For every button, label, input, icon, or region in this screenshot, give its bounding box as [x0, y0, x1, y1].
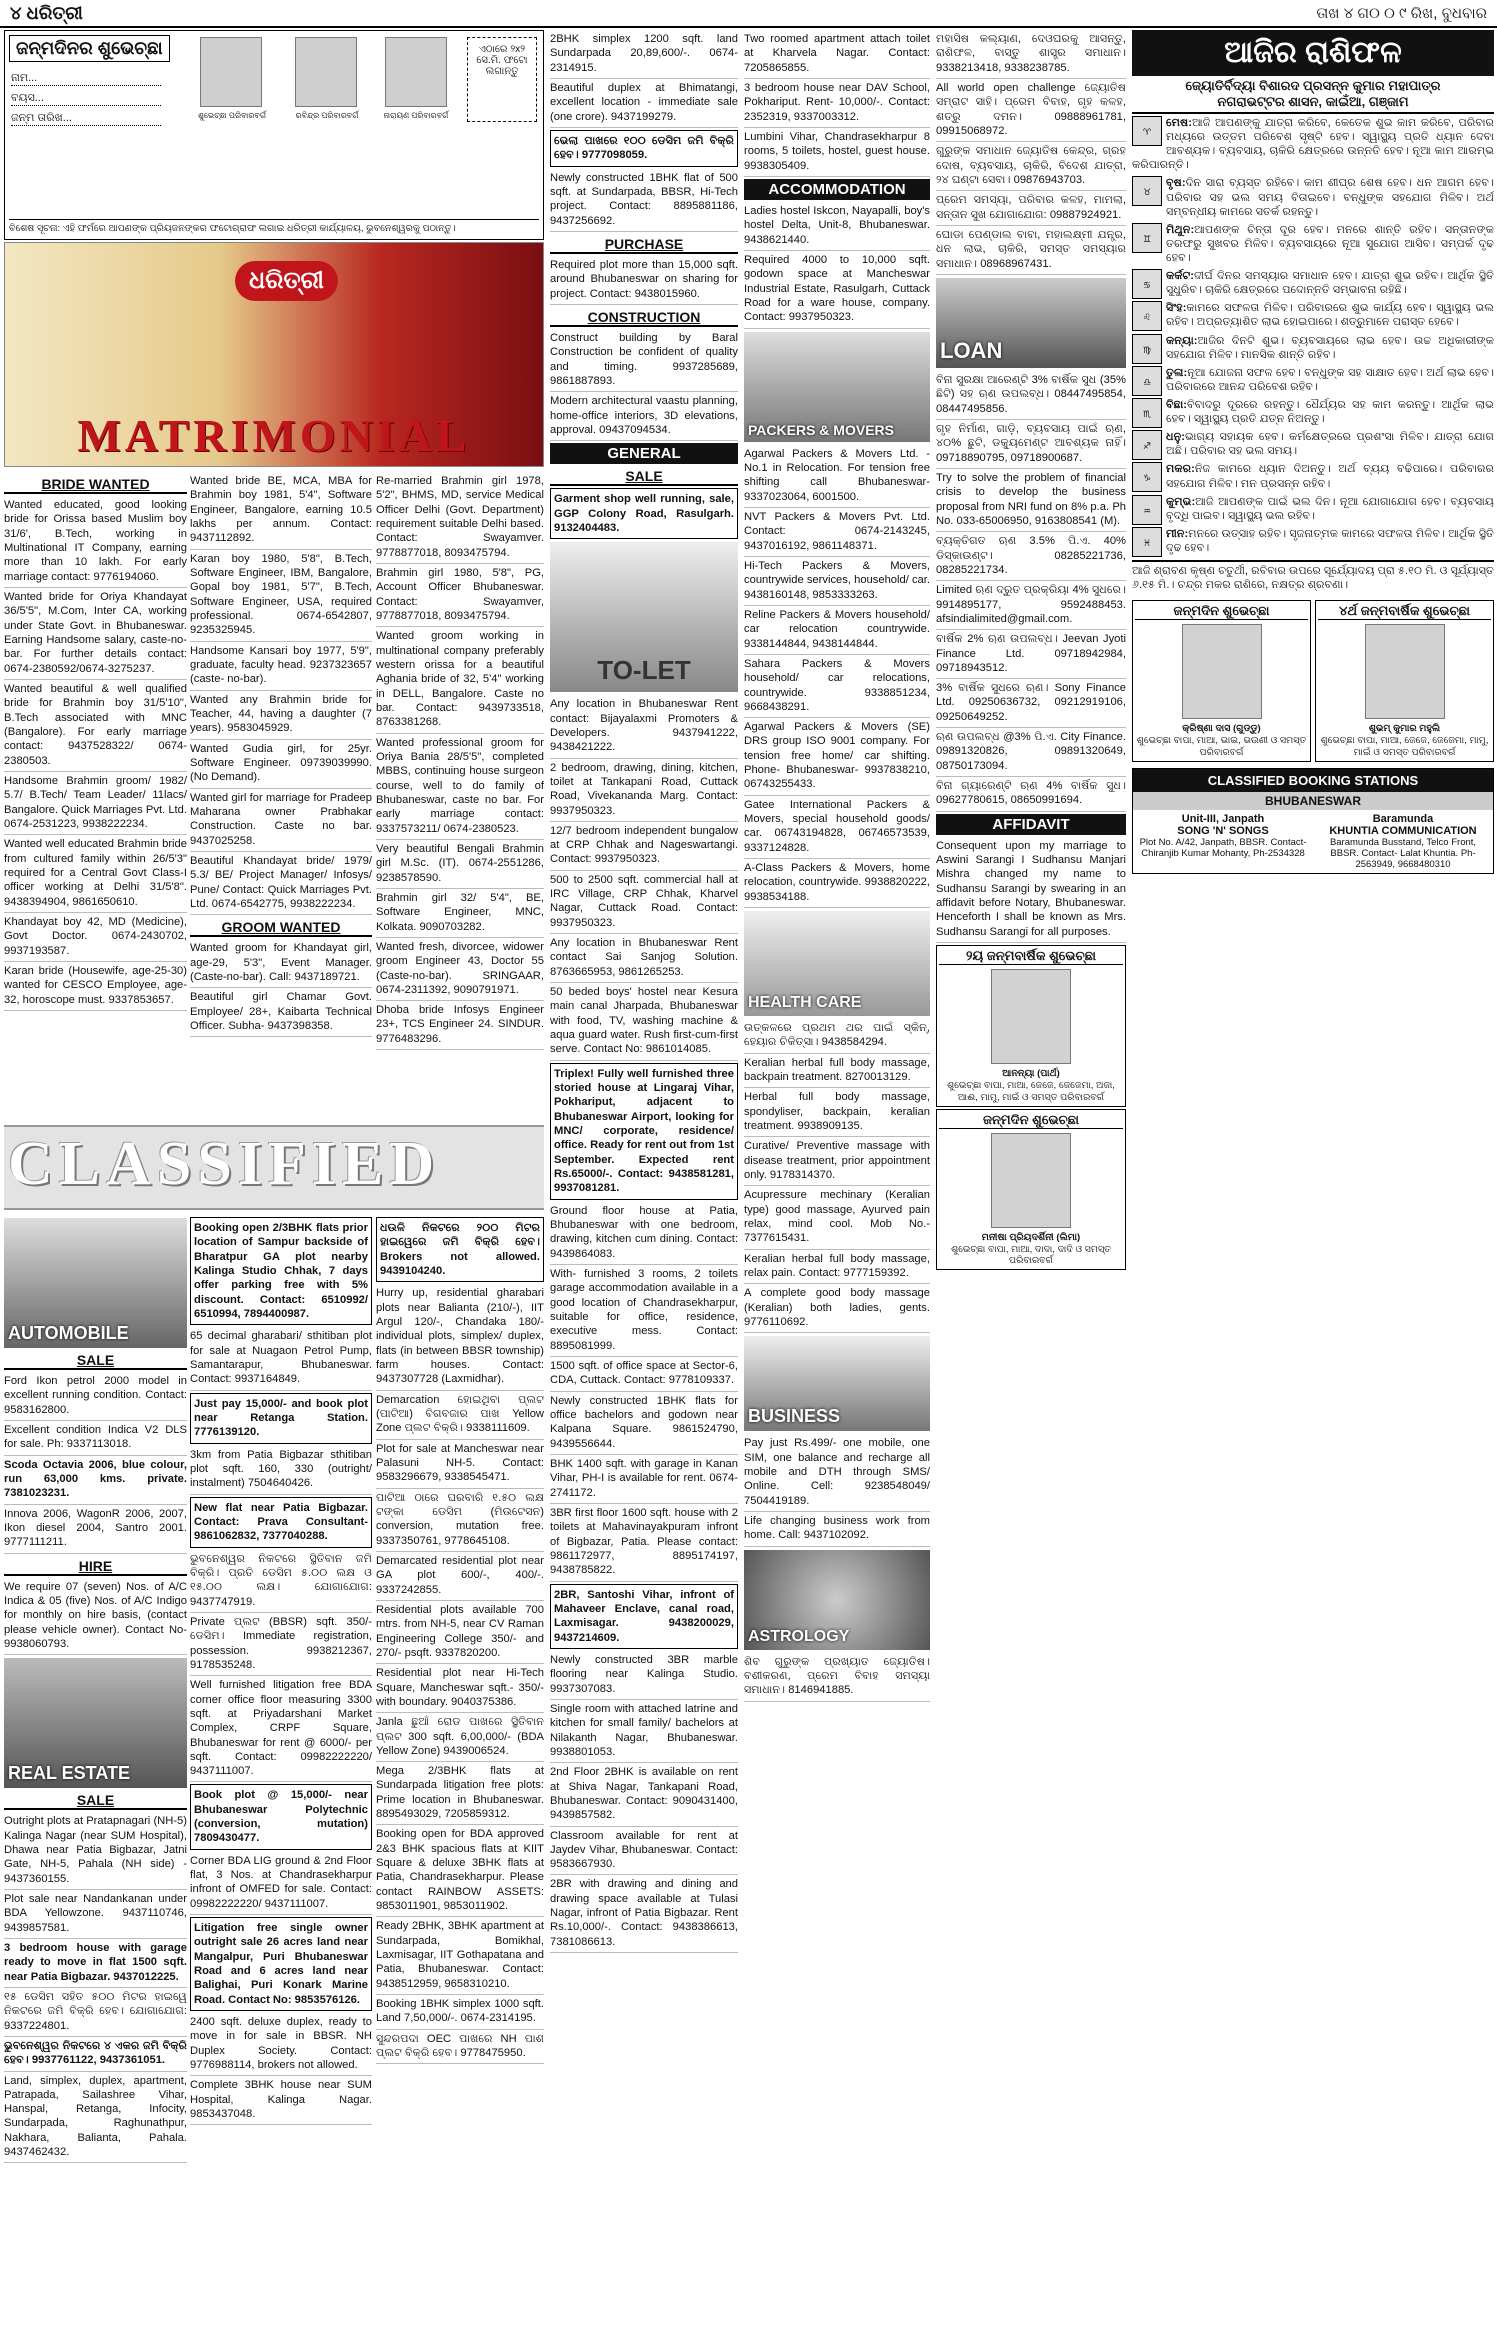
classified-ad: ଶିବ ଗୁରୁଙ୍କ ପ୍ରଖ୍ୟାତ ଜ୍ୟୋତିଷ। ବଶୀକରଣ, ପ୍ରେମ ବିବାହ ସମସ୍ୟା ସମାଧାନ। 8146941885.: [744, 1653, 930, 1702]
business-label: BUSINESS: [748, 1406, 841, 1427]
station-b-area: Baramunda: [1372, 812, 1434, 825]
classified-ad: A complete good body massage (Keralian) both ladies, gents. 9776110692.: [744, 1284, 930, 1333]
station-b: [1316, 813, 1490, 870]
classified-ad: ଭୁବନେଶ୍ୱର ନିକଟରେ ସ୍ଥିତିବାନ ଜମି ବିକ୍ରି। ପ୍ରତି ଡେସିମ ୫.୦୦ ଲକ୍ଷ ଓ ୧୫.୦୦ ଲକ୍ଷ। ଯୋଗାଯୋଗ: 9437747919.: [190, 1550, 372, 1613]
booking-city: BHUBANESWAR: [1133, 792, 1493, 810]
classified-ad: 3 bedroom house with garage ready to move in flat 1500 sqft. near Patia Bigbazar. 9437012225.: [4, 1939, 187, 1988]
classified-ad: 3 bedroom house near DAV School, Pokhariput. Rent- 10,000/-. Contact: 2352319, 9337003312.: [744, 79, 930, 128]
classified-ad: ପାଟିଆ ଠାରେ ଘରବାରି ୧.୫୦ ଲକ୍ଷ ଟଙ୍କା ଡେସିମ (ମିଉଟେସନ) conversion, mutation free. 9337350761, 9778645108.: [376, 1489, 544, 1552]
child-photo: [991, 1133, 1071, 1228]
wish-text: ଶୁଭେଚ୍ଛା ବାପା, ମାଆ, ଜେଜେ, ଜେଜେମା, ଅଜା, ଆଈ, ମାମୁ, ମାଇଁ ଓ ସମସ୍ତ ପରିବାରବର୍ଗ: [947, 1079, 1115, 1103]
classified-ad: Agarwal Packers & Movers (SE) DRS group ISO 9001 company. For tension free home/ car shifting. Phone- Bhubaneswar- 9937838210, 06743255433.: [744, 718, 930, 796]
sign-name: ବିଛା:: [1166, 398, 1187, 411]
classified-ad: We require 07 (seven) Nos. of A/C Indica & 05 (five) Nos. of A/C Indigo for monthly on hire basis, (contact please vehicle owner). Contact No- 9938060793.: [4, 1578, 187, 1656]
page-header: [0, 0, 1497, 28]
birthdate-field[interactable]: ଜନ୍ମ ତାରିଖ...: [11, 112, 161, 126]
sign-text: ବିବାଦରୁ ଦୂରରେ ରହନ୍ତୁ। ଧୈର୍ଯ୍ୟର ସହ କାମ କରନ୍ତୁ। ଆର୍ଥିକ ଲାଭ ହେବ। ସ୍ୱାସ୍ଥ୍ୟ ପ୍ରତି ଯତ୍ନ ନିଅନ୍ତୁ।: [1166, 398, 1494, 426]
sign-text: ଆପଣଙ୍କ ଚିନ୍ତା ଦୂର ହେବ। ମନରେ ଶାନ୍ତି ରହିବ। ସନ୍ତାନଙ୍କ ତରଫରୁ ସୁଖବର ମିଳିବ। ବ୍ୟବସାୟରେ ନୂଆ ସୁଯୋଗ ଆସିବ। ସମ୍ପର୍କ ଦୃଢ ହେବ।: [1166, 223, 1494, 264]
horoscope-sign: [1132, 114, 1494, 174]
horoscope-title: ଆଜିର ରାଶିଫଳ: [1132, 30, 1494, 76]
wish-name: ମନୀଷା ପ୍ରିୟଦର୍ଶିନୀ (ଲିମା): [981, 1231, 1081, 1243]
classified-ad: 500 to 2500 sqft. commercial hall at IRC Village, CRP Chhak, Kharvel Nagar, Cuttack Road. Contact: 9937950323.: [550, 871, 738, 934]
birthday-wish: [1315, 600, 1494, 762]
wish-text: ଶୁଭେଚ୍ଛା ବାପା, ମାଆ, ଭାଇ, ଭଉଣୀ ଓ ସମସ୍ତ ପରିବାରବର୍ଗ: [1136, 735, 1307, 759]
classified-ad: Brahmin girl 32/ 5'4", BE, Software Engineer, MNC, Kolkata. 9090703282.: [376, 889, 544, 938]
classified-ad: Ground floor house at Patia, Bhubaneswar with one bedroom, drawing, kitchen cum dining. Contact: 9439864083.: [550, 1202, 738, 1265]
health-care-label: HEALTH CARE: [748, 994, 862, 1012]
birthday-wish: [936, 945, 1126, 1107]
station-a: [1136, 813, 1310, 870]
classified-ad: Single room with attached latrine and kitchen for small family/ bachelors at Nilakanth Nagar, Bhubaneswar. 9938801053.: [550, 1700, 738, 1763]
automobile-label: AUTOMOBILE: [8, 1323, 129, 1343]
classified-ad: Wanted girl for marriage for Pradeep Maharana owner Prabhakar Construction. Caste no bar. 9437025258.: [190, 789, 372, 852]
classified-ad: Wanted groom for Khandayat girl, age-29, 5'3", Event Manager. (Caste-no-bar). Call: 9437189721.: [190, 939, 372, 988]
classified-ad: Required 4000 to 10,000 sqft. godown space at Mancheswar Industrial Estate, Rasulgarh, Cuttack Road for a ware house, company. Contact: 9937950323.: [744, 251, 930, 329]
wish-text: ଶୁଭେଚ୍ଛା ବାପା, ମାଆ, ଦାଦା, ଦାଦି ଓ ସମସ୍ତ ପରିବାରବର୍ଗ: [951, 1243, 1111, 1267]
classified-ad: 2BHK simplex 1200 sqft. land Sundarpada 20,89,600/-. 0674-2314915.: [550, 30, 738, 79]
child-photo: [991, 969, 1071, 1064]
zodiac-icon: ♏: [1132, 398, 1162, 428]
classified-ad: NVT Packers & Movers Pvt. Ltd. Contact: 0674-2143245, 9437016192, 9861148371.: [744, 508, 930, 557]
classified-ad: Agarwal Packers & Movers Ltd. - No.1 in Relocation. For tension free shifting call Bhubaneswar- 9337023064, 6001500.: [744, 445, 930, 508]
classified-ad: Keralian herbal full body massage, relax pain. Contact: 9777159392.: [744, 1250, 930, 1285]
birthday-wish: [936, 1109, 1126, 1271]
station-a-area: Unit-III, Janpath: [1181, 812, 1265, 825]
sign-name: ମକର:: [1166, 463, 1195, 476]
classified-ad: Residential plot near Hi-Tech Square, Mancheswar sqft.- 350/- with boundary. 9040375386.: [376, 1664, 544, 1713]
horoscope-sign: [1132, 299, 1494, 331]
photo-cutout-box[interactable]: ଏଠାରେ ୨x୨ ସେ.ମି. ଫଟୋ ଲଗାନ୍ତୁ: [467, 37, 537, 122]
to-let-label: TO-LET: [597, 655, 691, 686]
column-h: [744, 30, 930, 2330]
sign-name: କୁମ୍ଭ:: [1166, 495, 1196, 508]
real-estate-column-c: [190, 1215, 372, 2330]
station-b-name: KHUNTIA COMMUNICATION: [1329, 824, 1477, 837]
classified-ad: Book plot @ 15,000/- near Bhubaneswar Polytechnic (conversion, mutation) 7809430477.: [190, 1784, 372, 1849]
sign-text: ଆଜିର ଦିନଟି ଶୁଭ। ବ୍ୟବସାୟରେ ଲାଭ ହେବ। ଉଚ୍ଚ ଅଧିକାରୀଙ୍କ ସହଯୋଗ ମିଳିବ। ମାନସିକ ଶାନ୍ତି ରହିବ।: [1166, 334, 1494, 361]
sign-name: ଧନୁ:: [1166, 431, 1186, 444]
section-title: ACCOMMODATION: [744, 179, 930, 200]
classified-ad: Demarcated residential plot near GA plot 600/-, 400/-. 9337242855.: [376, 1552, 544, 1601]
sign-name: ମୀନ:: [1166, 527, 1189, 540]
classified-ad: Beautiful Khandayat bride/ 1979/ 5.3/ BE/ Project Manager/ Infosys/ Pune/ Contact: Quick Marriages Pvt. Ltd. 0674-6542775, 9938222234.: [190, 852, 372, 915]
photo-caption: ଶୁଭେଚ୍ଛା ପରିବାରବର୍ଗ: [197, 111, 267, 120]
sign-text: ନିଜ କାମରେ ଧ୍ୟାନ ଦିଅନ୍ତୁ। ଅର୍ଥ ବ୍ୟୟ ବଢିପାରେ। ପରିବାରର ସହଯୋଗ ମିଳିବ। ମନ ପ୍ରସନ୍ନ ରହିବ।: [1166, 463, 1494, 490]
zodiac-icon: ♒: [1132, 495, 1162, 525]
horoscope-sign: [1132, 525, 1494, 557]
zodiac-icon: ♋: [1132, 269, 1162, 299]
classified-ad: Plot for sale at Mancheswar near Palasuni NH-5. Contact: 9583296679, 9338545471.: [376, 1440, 544, 1489]
matrimonial-column-3: [376, 472, 544, 1122]
classified-ad: 2400 sqft. deluxe duplex, ready to move in for sale in BBSR. NH Duplex Society. Contact: 9776988114, brokers not allowed.: [190, 2013, 372, 2076]
sign-text: କାମରେ ସଫଳତା ମିଳିବ। ପରିବାରରେ ଶୁଭ କାର୍ଯ୍ୟ ହେବ। ସ୍ୱାସ୍ଥ୍ୟ ଭଲ ରହିବ। ଅପ୍ରତ୍ୟାଶିତ ଲାଭ ହୋଇପାରେ। ଶତ୍ରୁମାନେ ପରାସ୍ତ ହେବେ।: [1166, 302, 1494, 329]
classified-ad: Karan bride (Housewife, age-25-30) wanted for CESCO Employee, age-32, horoscope must. 9337853657.: [4, 962, 187, 1011]
zodiac-icon: ♑: [1132, 462, 1162, 492]
classified-ad: Mega 2/3BHK flats at Sundarpada litigation free plots: Prime location in Bhubaneswar. 8895493029, 7205859312.: [376, 1762, 544, 1825]
classified-ad: Well furnished litigation free BDA corner office floor measuring 3300 sqft. at Priyadarshani Market Complex, CRPF Square, Bhubaneswar for rent @ 6000/- per sqft. Contact: 09982222220/ 9437111007.: [190, 1676, 372, 1782]
classified-ad: Limited ଋଣ ଦ୍ରୁତ ପ୍ରକ୍ରିୟା 4% ସୁଧରେ। 9914895177, 9592488453. afsindialimited@gmail.com.: [936, 581, 1126, 630]
classified-ad: Litigation free single owner outright sale 26 acres land near Mangalpur, Puri Bhubaneswar Road and 6 acres land near Balighai, Puri Konark Marine Road. Contact No: 9853576126.: [190, 1917, 372, 2011]
horoscope-author-name: ଜ୍ୟୋତିର୍ବିଦ୍ୟା ବିଶାରଦ ପ୍ରସନ୍ନ କୁମାର ମହାପାତ୍ର: [1185, 78, 1441, 93]
horoscope-column: [1132, 30, 1494, 2330]
classified-ad: Just pay 15,000/- and book plot near Retanga Station. 7776139120.: [190, 1393, 372, 1444]
photo-caption: ନାରାୟଣ ପରିବାରବର୍ଗ: [383, 111, 449, 120]
child-photo: [1365, 624, 1445, 719]
wish-heading: ଜନ୍ମଦିନ ଶୁଭେଚ୍ଛା: [1135, 603, 1308, 620]
classified-ad: 50 beded boys' hostel near Kesura main canal Jharpada, Bhubaneswar with food, TV, washing machine & aqua guard water. Rush first-cum-first serve. Contact No: 9861014085.: [550, 983, 738, 1061]
page-body: [0, 30, 1497, 2330]
classified-ad: Wanted fresh, divorcee, widower groom Engineer 43, Doctor 55 (Caste-no-bar). SRINGAAR, 0674-2311392, 9090791971.: [376, 938, 544, 1001]
header-date: ତାଖ ୪ ଗ୦ ୦ ୯ ରିଖ, ବୁଧବାର: [1316, 4, 1487, 22]
classified-ad: Wanted educated, good looking bride for Orissa based Muslim boy 31/6', B.Tech, working in Multinational IT Company, earning more than 10 lakh. For early marriage contact: 9776194060.: [4, 496, 187, 588]
classified-ad: Construct building by Baral Construction be confident of quality and timing. 9937285689, 9861887893.: [550, 329, 738, 392]
classified-ad: Ladies hostel Iskcon, Nayapalli, boy's hostel Delta, Unit-8, Bhubaneswar. 9438621440.: [744, 202, 930, 251]
classified-ad: 65 decimal gharabari/ sthitiban plot for sale at Nuagaon Petrol Pump, Samantarapur, Bhubaneswar. Contact: 9937164849.: [190, 1327, 372, 1390]
classified-ad: Newly constructed 3BR marble flooring near Kalinga Studio. 9937307083.: [550, 1651, 738, 1700]
station-b-text: Baramunda Busstand, Telco Front, BBSR. Contact- Lalat Khuntia. Ph-2563949, 9668480310: [1329, 836, 1477, 870]
matrimonial-title: MATRIMONIAL: [77, 410, 471, 461]
birthday-wish: [1132, 600, 1311, 762]
classified-ad: Wanted well educated Brahmin bride from cultured family within 26/5'3" required for a Central Govt Class-I officer working at Delhi 31/5'8". 9438394904, 9861650610.: [4, 835, 187, 913]
classified-ad: Brahmin girl 1980, 5'8", PG, Account Officer Bhubaneswar. Contact: Swayamver, 9778877018, 8093475794.: [376, 564, 544, 627]
photo-caption: ରବିନ୍ଦ୍ର ପରିବାରବର୍ଗ: [295, 111, 359, 120]
horoscope-author: [1132, 76, 1494, 114]
station-a-text: Plot No. A/42, Janpath, BBSR. Contact- Chiranjib Kumar Mohanty, Ph-2534328: [1139, 836, 1307, 859]
classified-ad: Janla ଛୁଆଁ ରୋଡ ପାଖରେ ସ୍ଥିତିବାନ ପ୍ଲଟ 300 sqft. 6,00,000/- (BDA Yellow Zone) 9439006524.: [376, 1713, 544, 1762]
classified-ad: All world open challenge ଜ୍ୟୋତିଷ ସମ୍ରାଟ ସାହି। ପ୍ରେମ ବିବାହ, ଗୃହ କଳହ, ଶତ୍ରୁ ଦମନ। 09888961781, 09915068972.: [936, 79, 1126, 142]
column-i: [936, 30, 1126, 2330]
sign-name: ତୁଳା:: [1166, 366, 1188, 379]
wish-name: ଆନନ୍ୟା (ପାର୍ଥ): [1002, 1068, 1060, 1080]
classified-ad: 2BR, Santoshi Vihar, infront of Mahaveer Enclave, canal road, Laxmisagar. 9438200029, 9437214609.: [550, 1584, 738, 1649]
classified-ad: Try to solve the problem of financial crisis to develop the business proposal from NRI fund on 8% p.a. Ph No. 033-65006950, 9163808541 (M).: [936, 469, 1126, 532]
classified-ad: Curative/ Preventive massage with disease treatment, prior appointment only. 9178314370.: [744, 1137, 930, 1186]
classified-ad: Any location in Bhubaneswar Rent contact Sai Sanjog Solution. 8763665953, 9861265253.: [550, 934, 738, 983]
horoscope-sign: [1132, 332, 1494, 364]
classified-ad: ବାର୍ଷିକ 2% ଋଣ ଉପଲବ୍ଧ। Jeevan Jyoti Finance Ltd. 09718942984, 09718943512.: [936, 630, 1126, 679]
horoscope-sign: [1132, 428, 1494, 460]
classified-ad: Newly constructed 1BHK flat of 500 sqft. at Sundarpada, BBSR, Hi-Tech project. Contact: 8895881186, 9437256692.: [550, 169, 738, 232]
classified-ad: Newly constructed 1BHK flats for office bachelors and godown near Kalpana Square. 9861524790, 9439556644.: [550, 1392, 738, 1455]
real-estate-column-d: [376, 1215, 544, 2330]
sign-name: କନ୍ୟା:: [1166, 334, 1198, 347]
classified-ad: Residential plots available 700 mtrs. from NH-5, near CV Raman Engineering College 350/- and 270/- psqft. 9337820200.: [376, 1601, 544, 1664]
classified-ad: 2 bedroom, drawing, dining, kitchen, toilet at Tankapani Road, Cuttack Road, Vivekananda Marg. Contact: 9937950323.: [550, 759, 738, 822]
section-subtitle: SALE: [550, 468, 738, 486]
classified-ad: ଘୋଡା ପେଣ୍ଡାଲ ବାବା, ମହାଲକ୍ଷ୍ମୀ ଯନ୍ତ୍ର, ଧନ ଲାଭ, ଚାକିରି, ସମସ୍ତ ସମସ୍ୟାର ସମାଧାନ। 08968967431.: [936, 226, 1126, 275]
horoscope-sign: [1132, 460, 1494, 492]
page-number: ୪ ଧରିତ୍ରୀ: [10, 2, 83, 23]
section-title: GENERAL: [550, 443, 738, 464]
classified-ad: ଉତ୍କଳରେ ପ୍ରଥମ ଥର ପାଇଁ ସ୍କିନ୍, ହେୟାର ଚିକିତ୍ସା। 9438584294.: [744, 1019, 930, 1054]
classified-ad: ଭୁବନେଶ୍ୱର ନିକଟରେ ୪ ଏକର ଜମି ବିକ୍ରି ହେବ। 9937761122, 9437361051.: [4, 2037, 187, 2072]
wish-heading: ୨ୟ ଜନ୍ମବାର୍ଷିକ ଶୁଭେଚ୍ଛା: [939, 948, 1123, 965]
classified-ad: ଭେଲା ପାଖରେ ୧୦୦ ଡେସିମ ଜମି ବିକ୍ରି ହେବ। 9777098059.: [550, 130, 738, 167]
classified-ad: Wanted groom working in multinational company preferably western orissa for a beautiful Aghania bride of 32, 5'4" working in DELL, Bangalore. Caste no bar. Contact: 9439733518, 8763381268.: [376, 627, 544, 733]
sign-text: ଭାଗ୍ୟ ସହାୟକ ହେବ। କର୍ମକ୍ଷେତ୍ରରେ ପ୍ରଶଂସା ମିଳିବ। ଯାତ୍ରା ଯୋଗ ଅଛି। ପରିବାର ସହ ଭଲ ସମୟ।: [1166, 431, 1494, 458]
classified-ad: ଋଣ ଉପଲବ୍ଧ @3% ପି.ଏ. City Finance. 09891320826, 09891320649, 08750173094.: [936, 728, 1126, 777]
horoscope-sign: [1132, 493, 1494, 525]
classified-ad: 3BR first floor 1600 sqft. house with 2 toilets at Mahavinayakpuram infront of Bigbazar, Patia. Please contact: 9861172977, 8895174197, 9438785822.: [550, 1504, 738, 1582]
classified-ad: Dhoba bride Infosys Engineer 23+, TCS Engineer 24. SINDUR. 9776483296.: [376, 1001, 544, 1050]
wish-name: ଶୁଭମ୍ କୁମାର ମହୁଲି: [1368, 723, 1441, 735]
section-title: AFFIDAVIT: [936, 814, 1126, 835]
sign-text: ଆଜି ଆପଣଙ୍କ ପାଇଁ ଭଲ ଦିନ। ନୂଆ ଯୋଗାଯୋଗ ହେବ। ବ୍ୟବସାୟ ବୃଦ୍ଧି ପାଇବ। ସ୍ୱାସ୍ଥ୍ୟ ଭଲ ରହିବ।: [1166, 495, 1494, 522]
section-title: PURCHASE: [550, 236, 738, 254]
packers-movers-label: PACKERS & MOVERS: [748, 421, 894, 438]
classified-ad: Complete 3BHK house near SUM Hospital, Kalinga Nagar. 9853437048.: [190, 2076, 372, 2125]
classified-ad: ୧୫ ଡେସିମ ସହିତ ୫୦୦ ମିଟର ହାଇୱେ ନିକଟରେ ଜମି ବିକ୍ରି ହେବ। ଯୋଗାଯୋଗ: 9337224801.: [4, 1988, 187, 2037]
sign-text: ମନରେ ଉତ୍ସାହ ରହିବ। ସୃଜନାତ୍ମକ କାମରେ ସଫଳତା ମିଳିବ। ଆର୍ଥିକ ସ୍ଥିତି ଦୃଢ ହେବ।: [1166, 527, 1494, 554]
zodiac-icon: ♌: [1132, 301, 1162, 331]
classified-ad: Pay just Rs.499/- one mobile, one SIM, one balance and recharge all mobile and DTH through SMS/ Online. Cell: 9238548049/ 7504419189.: [744, 1434, 930, 1512]
zodiac-icon: ♊: [1132, 223, 1162, 253]
classified-ad: ବିନା ଗ୍ୟାରେଣ୍ଟି ଋଣ 4% ବାର୍ଷିକ ସୁଧ। 09627780615, 08650991694.: [936, 777, 1126, 812]
classified-ad: Outright plots at Pratapnagari (NH-5) Kalinga Nagar (near SUM Hospital), Dhawa near Patia Bigbazar, Jatni Gate, NH-5, Pahala (NH side) - 9437360155.: [4, 1812, 187, 1890]
classified-ad: Innova 2006, WagonR 2006, 2007, Ikon diesel 2004, Santro 2001. 9777111211.: [4, 1505, 187, 1554]
horoscope-sign: [1132, 174, 1494, 220]
form-note: ବିଶେଷ ସୂଚନା: ଏହି ଫର୍ମରେ ଆପଣଙ୍କ ପ୍ରିୟଜନଙ୍କର ଫଟୋଗ୍ରାଫ ଲଗାଇ ଧରିତ୍ରୀ କାର୍ଯ୍ୟାଳୟ, ଭୁବନେଶ୍ୱରକୁ ପଠାନ୍ତୁ।: [9, 219, 539, 235]
child-photo: [1182, 624, 1262, 719]
classified-ad: Any location in Bhubaneswar Rent contact: Bijayalaxmi Promoters & Developers. 9437941222, 9438421222.: [550, 695, 738, 758]
classified-ad: 3% ବାର୍ଷିକ ସୁଧରେ ଋଣ। Sony Finance Ltd. 09250636732, 09212919106, 09250649252.: [936, 679, 1126, 728]
newspaper-logo: ଧରିତ୍ରୀ: [235, 261, 338, 301]
classified-ad: Hurry up, residential gharabari plots near Balianta (210/-), IIT Argul 120/-, Chandaka 180/- individual plots, simplex/ duplex, flats (in between BBSR township) farm houses. Contact: 9437307728 (Laxmidhar).: [376, 1284, 544, 1390]
classified-ad: Excellent condition Indica V2 DLS for sale. Ph: 9337113018.: [4, 1421, 187, 1456]
astrology-label: ASTROLOGY: [748, 1627, 850, 1645]
sign-name: ମେଷ:: [1166, 117, 1192, 129]
classified-ad: 2nd Floor 2BHK is available on rent at Shiva Nagar, Tankapani Road, Bhubaneswar. Contact: 9090431400, 9439857582.: [550, 1763, 738, 1826]
section-title: HIRE: [4, 1558, 187, 1576]
horoscope-sign: [1132, 396, 1494, 428]
classified-ad: Scoda Octavia 2006, blue colour, run 63,000 kms. private. 7381023231.: [4, 1456, 187, 1505]
classified-ad: 3km from Patia Bigbazar sthitiban plot sqft. 160, 330 (outright/ instalment) 7504640426.: [190, 1446, 372, 1495]
name-field[interactable]: ନାମ...: [11, 72, 161, 86]
section-title: SALE: [4, 1792, 187, 1810]
classified-ad: Wanted bride for Oriya Khandayat 36/5'5", M.Com, Inter CA, working under State Govt. in Bhubaneswar. Earning Handsome salary, caste-no-bar. For further details contact: 0674-2380592/0674-3275237.: [4, 588, 187, 680]
classified-ad: Demarcation ହୋଇଥିବା ପ୍ଲଟ (ପାଟିଆ) ବିଗବଜାର ପାଖ Yellow Zone ପ୍ଲଟ ବିକ୍ରି। 9338111609.: [376, 1391, 544, 1440]
horoscope-sign: [1132, 221, 1494, 267]
classified-ad: Garment shop well running, sale, GGP Colony Road, Rasulgarh. 9132404483.: [550, 488, 738, 539]
classified-ad: Beautiful duplex at Bhimatangi, excellent location - immediate sale (one crore). 9437199279.: [550, 79, 738, 128]
automobile-column: [4, 1215, 187, 2330]
matrimonial-column-2: [190, 472, 372, 1122]
classified-ad: A-Class Packers & Movers, home relocation, countrywide. 9938820222, 9938534188.: [744, 859, 930, 908]
sign-name: ବୃଷ:: [1166, 177, 1186, 190]
bride-wanted-column: [4, 472, 187, 1122]
booking-stations: [1132, 768, 1494, 874]
classified-ad: Consequent upon my marriage to Aswini Sarangi I Sudhansu Manjari Mishra changed my name to Sudhansu Sarangi by swearing in an affidavit before Notary, Bhubaneswar. Henceforth I shall be known as Mrs. Sudhansu Sarangi for all purposes.: [936, 837, 1126, 943]
horoscope-sign: [1132, 267, 1494, 299]
classified-ad: Very beautiful Bengali Brahmin girl M.Sc. (IT). 0674-2551286, 9238578590.: [376, 840, 544, 889]
classified-banner: [4, 1125, 544, 1210]
classified-ad: Modern architectural vaastu planning, home-office interiors, 3D elevations, approval. 09437094534.: [550, 392, 738, 441]
classified-ad: ସୁନ୍ଦରପଦା OEC ପାଖରେ NH ପାଶ ପ୍ଲଟ ବିକ୍ରି ହେବ। 9778475950.: [376, 2030, 544, 2065]
classified-ad: ପ୍ରେମ ସମସ୍ୟା, ପରିବାର କଳହ, ମାମଲା, ସନ୍ତାନ ସୁଖ ଯୋଗାଯୋଗ: 09887924921.: [936, 191, 1126, 226]
panjika-note: ଆଜି ଶ୍ରାବଣ କୃଷ୍ଣ ଚତୁର୍ଥୀ, ରବିବାର ଉପରେ ସୂର୍ଯ୍ୟୋଦୟ ପ୍ରା ୫.୧୦ ମି. ଓ ସୂର୍ଯ୍ୟାସ୍ତ ୬.୧୫ ମି.। ଚନ୍ଦ୍ର ମକର ରାଶିରେ, ନକ୍ଷତ୍ର ଶ୍ରବଣା।: [1132, 560, 1494, 594]
classified-ad: Booking open for BDA approved 2&3 BHK spacious flats at KIIT Square & deluxe 3BHK flats at Patia, Chandrasekharpur. Please contact RAINBOW ASSETS: 9853011901, 9853011902.: [376, 1825, 544, 1917]
birthday-form[interactable]: [4, 30, 544, 240]
wish-text: ଶୁଭେଚ୍ଛା ବାପା, ମାଆ, ଜେଜେ, ଜେଜେମା, ମାମୁ, ମାଇଁ ଓ ସମସ୍ତ ପରିବାରବର୍ଗ: [1320, 735, 1489, 759]
classified-ad: 12/7 bedroom independent bungalow at CRP Chhak and Nageswartangi. Contact: 9937950323.: [550, 822, 738, 871]
classified-ad: Ready 2BHK, 3BHK apartment at Sundarpada, Bomikhal, Laxmisagar, IIT Gothapatana and Patia, Bhubaneswar. Contact: 9438512959, 9658310210.: [376, 1917, 544, 1995]
classified-ad: 2BR with drawing and dining and drawing space available at Tulasi Nagar, infront of Patia Bigbazar. Rent Rs.10,000/-. Contact: 9438386613, 7381086613.: [550, 1875, 738, 1953]
zodiac-icon: ♎: [1132, 366, 1162, 396]
classified-ad: Karan boy 1980, 5'8", B.Tech, Software Engineer, IBM, Bangalore, Gopal boy 1981, 5'7", B.Tech, Software Engineer, USA, required professional. 0674-6542807, 9235325945.: [190, 550, 372, 642]
classified-ad: With- furnished 3 rooms, 2 toilets garage accommodation available in a good location of Chandrasekharpur, suitable for office, residence, executive mess. Contact: 8895081999.: [550, 1265, 738, 1357]
station-a-name: SONG 'N' SONGS: [1177, 824, 1269, 837]
classified-ad: Acupressure mechinary (Keralian type) good massage, Ayurved pain relax, mind cool. Mob No.- 7377615431.: [744, 1186, 930, 1249]
classified-ad: Two roomed apartment attach toilet at Kharvela Nagar. Contact: 7205865855.: [744, 30, 930, 79]
classified-ad: Classroom available for rent at Jaydev Vihar, Bhubaneswar. Contact: 9583667930.: [550, 1827, 738, 1876]
classified-ad: Private ପ୍ଲଟ (BBSR) sqft. 350/- ଡେସିମ। Immediate registration, possession. 9938212367, 9178535248.: [190, 1613, 372, 1676]
age-field[interactable]: ବୟସ...: [11, 92, 161, 106]
wish-heading: ୪ର୍ଥ ଜନ୍ମବାର୍ଷିକ ଶୁଭେଚ୍ଛା: [1318, 603, 1491, 620]
sign-text: ନୂଆ ଯୋଜନା ସଫଳ ହେବ। ବନ୍ଧୁଙ୍କ ସହ ସାକ୍ଷାତ ହେବ। ଅର୍ଥ ଲାଭ ହେବ। ପରିବାରରେ ଆନନ୍ଦ ପରିବେଶ ରହିବ।: [1166, 366, 1494, 393]
column-e: [550, 30, 738, 2330]
classified-ad: ଗୃହ ନିର୍ମାଣ, ଗାଡ଼ି, ବ୍ୟବସାୟ ପାଇଁ ଋଣ, ୪୦% ଛୁଟି, ଡକ୍ୟୁମେଣ୍ଟ ଆବଶ୍ୟକ ନାହିଁ। 09718890795, 09718900687.: [936, 420, 1126, 469]
classified-ad: 1500 sqft. of office space at Sector-6, CDA, Cuttack. Contact: 9778109337.: [550, 1357, 738, 1392]
classified-ad: Corner BDA LIG ground & 2nd Floor flat, 3 Nos. at Chandrasekharpur infront of OMFED for sale. Contact: 09982222220/ 9437111007.: [190, 1852, 372, 1915]
classified-ad: ଧଉଳି ନିକଟରେ ୨୦୦ ମିଟର ହାଇୱେରେ ଜମି ବିକ୍ରି ହେବ। Brokers not allowed. 9439104240.: [376, 1217, 544, 1282]
zodiac-icon: ♐: [1132, 430, 1162, 460]
matrimonial-banner: [4, 242, 544, 467]
classified-ad: Beautiful girl Chamar Govt. Employee/ 28+, Kaibarta Technical Officer. Subha- 9437398358.: [190, 988, 372, 1037]
real-estate-label: REAL ESTATE: [8, 1763, 131, 1784]
classified-ad: Wanted beautiful & well qualified bride for Brahmin boy 31/5'10", B.Tech associated with MNC (Bangalore). For early marriage contact: 9437528322/ 0674-2380503.: [4, 680, 187, 772]
photo: [385, 37, 447, 107]
classified-ad: Booking open 2/3BHK flats prior location of Sampur backside of Bharatpur GA plot nearby Kalinga Studio Chhak, 7 days offer parking free with 5% discount. Contact: 6510992/ 6510994, 7894400987.: [190, 1217, 372, 1325]
birthday-form-heading: ଜନ୍ମଦିନର ଶୁଭେଚ୍ଛା: [9, 35, 170, 62]
sign-text: ଦୀର୍ଘ ଦିନର ସମସ୍ୟାର ସମାଧାନ ହେବ। ଯାତ୍ରା ଶୁଭ ରହିବ। ଆର୍ଥିକ ସ୍ଥିତି ସୁଧୁରିବ। ଚାକିରି କ୍ଷେତ୍ରରେ ପଦୋନ୍ନତି ସମ୍ଭାବନା ରହିଛି।: [1166, 270, 1494, 297]
section-title: CONSTRUCTION: [550, 309, 738, 327]
sign-name: କର୍କଟ:: [1166, 270, 1195, 283]
classified-ad: Triplex! Fully well furnished three storied house at Lingaraj Vihar, Pokhariput, adjacent to Bhubaneswar Airport, looking for MNC/ corporate, residence/ office. Ready for rent out from 1st September. Expected rent Rs.65000/-. Contact: 9438581281, 9937081281.: [550, 1063, 738, 1200]
zodiac-icon: ♉: [1132, 176, 1162, 206]
classified-ad: Wanted any Brahmin bride for Teacher, 44, having a daughter (7 years). 9583045929.: [190, 691, 372, 740]
zodiac-icon: ♈: [1132, 116, 1162, 146]
photo: [295, 37, 357, 107]
sign-text: ଆଜି ଆପଣଙ୍କୁ ଯାତ୍ରା କରିବେ, କେତେକ ଶୁଭ କାମ କରିବେ, ପରିବାର ମଧ୍ୟରେ ଉତ୍ତମ ପରିବେଶ ସୃଷ୍ଟି ହେବ। ସ୍ୱାସ୍ଥ୍ୟ ପ୍ରତି ଧ୍ୟାନ ଦେବା ଆବଶ୍ୟକ। ବ୍ୟବସାୟ, ଚାକିରି କ୍ଷେତ୍ରରେ ଉନ୍ନତି ହେବ। ନୂଆ କାମ ଆରମ୍ଭ କରିପାରନ୍ତି।: [1132, 117, 1494, 172]
classified-ad: Land, simplex, duplex, apartment, Patrapada, Sailashree Vihar, Hanspal, Retanga, Infocity, Sundarpada, Raghunathpur, Nakhara, Balianta, Pahala. 9437462432.: [4, 2072, 187, 2164]
classified-ad: Gatee International Packers & Movers, special household goods/ car. 06743194828, 06746573539, 9337124828.: [744, 796, 930, 859]
sign-name: ମିଥୁନ:: [1166, 223, 1195, 236]
classified-ad: BHK 1400 sqft. with garage in Kanan Vihar, PH-I is available for rent. 0674-2741172.: [550, 1455, 738, 1504]
classified-ad: Wanted Gudia girl, for 25yr. Software Engineer. 09739039990. (No Demand).: [190, 740, 372, 789]
classified-ad: Hi-Tech Packers & Movers, countrywide services, household/ car. 9438160148, 9853333263.: [744, 557, 930, 606]
classified-title: CLASSIFIED: [8, 1130, 441, 1198]
section-title: SALE: [4, 1352, 187, 1370]
sign-name: ସିଂହ:: [1166, 302, 1187, 315]
classified-ad: Khandayat boy 42, MD (Medicine), Govt Doctor. 0674-2430702, 9937193587.: [4, 913, 187, 962]
horoscope-sign: [1132, 364, 1494, 396]
zodiac-icon: ♍: [1132, 334, 1162, 364]
wish-heading: ଜନ୍ମଦିନ ଶୁଭେଚ୍ଛା: [939, 1112, 1123, 1129]
classified-ad: ବ୍ୟକ୍ତିଗତ ଋଣ 3.5% ପି.ଏ. 40% ଡିସ୍କାଉଣ୍ଟ। 08285221736, 08285221734.: [936, 532, 1126, 581]
photo: [200, 37, 262, 107]
booking-stations-title: CLASSIFIED BOOKING STATIONS: [1133, 769, 1493, 792]
zodiac-icon: ♓: [1132, 527, 1162, 557]
section-title: BRIDE WANTED: [4, 476, 187, 494]
classified-ad: New flat near Patia Bigbazar. Contact: Prava Consultant- 9861062832, 7377040288.: [190, 1497, 372, 1548]
classified-ad: ବିନା ସୁରକ୍ଷା ଆରେଣ୍ଟି 3% ବାର୍ଷିକ ସୁଧ (35% ଛିଟି) ସହ ଋଣ ଉପଲବ୍ଧ। 08447495854, 08447495856.: [936, 371, 1126, 420]
classified-ad: Re-married Brahmin girl 1978, 5'2", BHMS, MD, service Medical Officer Delhi (Govt. Department) requirement suitable Delhi based. Contact: Swayamver. 9778877018, 8093475794.: [376, 472, 544, 564]
classified-ad: Sahara Packers & Movers household/ car relocations, countrywide. 9338851234, 9668438291.: [744, 655, 930, 718]
classified-ad: Required plot more than 15,000 sqft. around Bhubaneswar on sharing for project. Contact: 9438015960.: [550, 256, 738, 305]
classified-ad: Wanted professional groom for Oriya Bania 28/5'5", completed MBBS, continuing house surgeon course, well to do family of Bhubaneswar, caste no bar. For early marriage contact: 9337573211/ 0674-2380523.: [376, 734, 544, 840]
classified-ad: Lumbini Vihar, Chandrasekharpur 8 rooms, 5 toilets, hostel, guest house. 9938305409.: [744, 128, 930, 177]
sign-text: ଦିନ ସାରା ବ୍ୟସ୍ତ ରହିବେ। କାମ ଶୀଘ୍ର ଶେଷ ହେବ। ଧନ ଆଗମ ହେବ। ପରିବାର ସହ ଭଲ ସମୟ ବିତାଇବେ। ବନ୍ଧୁଙ୍କ ସହଯୋଗ ମିଳିବ। ଅର୍ଥ ସମ୍ବନ୍ଧୀୟ କାମରେ ସତର୍କ ରହନ୍ତୁ।: [1166, 177, 1494, 218]
classified-ad: ମହାସିଷ କଲ୍ୟାଣ, ଦେଓଘରକୁ ଆସନ୍ତୁ, ରାଶିଫଳ, ବାସ୍ତୁ ଶାସ୍ତ୍ର ସମାଧାନ। 9338213418, 9338238785.: [936, 30, 1126, 79]
classified-ad: Handsome Brahmin groom/ 1982/ 5.7/ B.Tech/ Team Leader/ 11lacs/ Bangalore. Quick Marriages Pvt. Ltd. 0674-2531223, 9938222234.: [4, 772, 187, 835]
classified-ad: Plot sale near Nandankanan under BDA Yellowzone. 9437110746, 9439857581.: [4, 1890, 187, 1939]
classified-ad: Herbal full body massage, spondyliser, backpain, keralian treatment. 9938909135.: [744, 1088, 930, 1137]
classified-ad: Life changing business work from home. Call: 9437102092.: [744, 1512, 930, 1547]
classified-ad: Wanted bride BE, MCA, MBA for Brahmin boy 1981, 5'4", Software Engineer, Bangalore, earning 10.5 lakhs per annum. Contact: 9437112892.: [190, 472, 372, 550]
wish-name: କ୍ରିଷ୍ଣା ଦାସ (ଗୁଡ୍ଡୁ): [1182, 723, 1261, 735]
classified-ad: Handsome Kansari boy 1977, 5'9", graduate, faculty head. 9237323657 (caste- no-bar).: [190, 642, 372, 691]
classified-ad: Ford Ikon petrol 2000 model in excellent running condition. Contact: 9583162800.: [4, 1372, 187, 1421]
classified-ad: Booking 1BHK simplex 1000 sqft. Land 7,50,000/-. 0674-2314195.: [376, 1995, 544, 2030]
horoscope-author-place: ନଗରାଭଟ୍ଟର ଶାସନ, କାଇଁଆ, ଗଞ୍ଜାମ: [1217, 94, 1409, 109]
section-title: GROOM WANTED: [190, 919, 372, 937]
classified-ad: Keralian herbal full body massage, backpain treatment. 8270013129.: [744, 1054, 930, 1089]
classified-ad: Reline Packers & Movers household/ car relocation countrywide. 9338144844, 9438144844.: [744, 606, 930, 655]
classified-ad: ଗୁରୁଙ୍କ ସମାଧାନ ଜ୍ୟୋତିଷ କେନ୍ଦ୍ର, ଗ୍ରହ ଦୋଷ, ବ୍ୟବସାୟ, ଚାକିରି, ବିଦେଶ ଯାତ୍ରା, ୨୪ ଘଣ୍ଟା ସେବା। 09876943703.: [936, 142, 1126, 191]
loan-label: LOAN: [940, 337, 1003, 363]
